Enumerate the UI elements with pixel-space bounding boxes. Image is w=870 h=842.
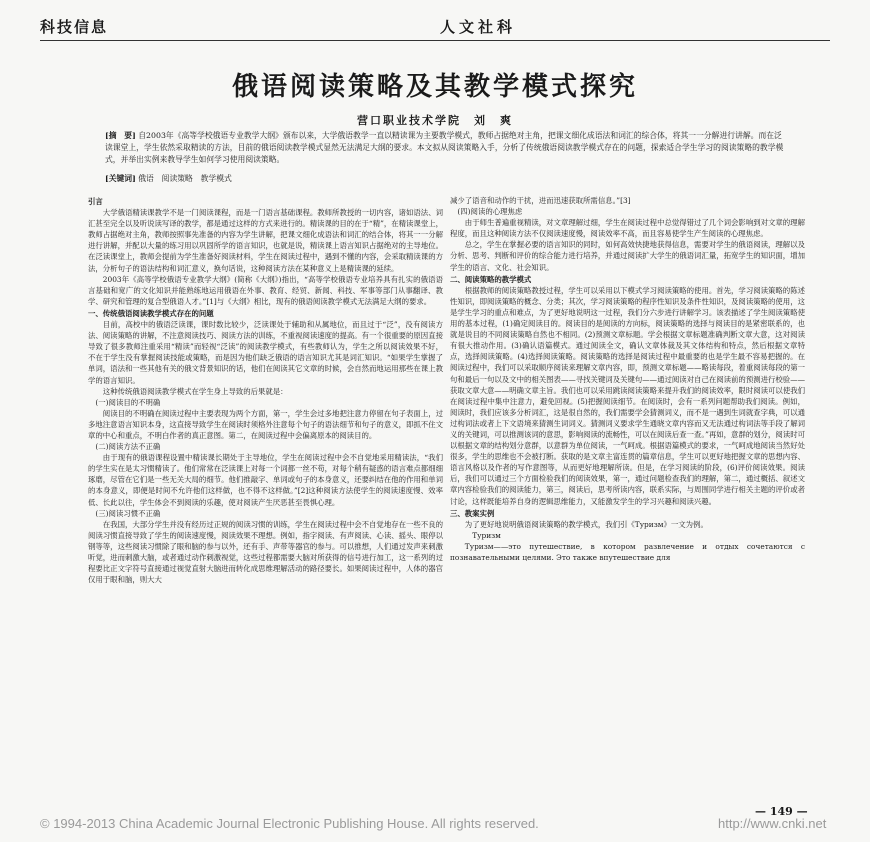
keywords-label: [关键词] (105, 174, 136, 183)
paragraph: 总之，学生在掌握必要的语言知识的同时，如何高效快捷地获得信息，需要对学生的俄语阅读，理解以及分析、思考、判断和评价的综合能力进行培养，并通过阅读扩大学生的俄语词汇量，拓宽学生的知识面，增加学生的语言、文化、社会知识。 (450, 240, 805, 272)
running-header (40, 14, 830, 41)
paragraph: 2003年《高等学校俄语专业教学大纲》(简称《大纲》)指出，“高等学校俄语专业培养具有扎实的俄语语言基础和宽广的文化知识并能熟练地运用俄语在外事、教育、经贸、新闻、科技、军事等部门从事翻译、教学、研究和管理的复合型俄语人才。”[1]与《大纲》相比，现有的俄语阅读教学模式无法满足大纲的要求。 (88, 274, 443, 306)
paragraph: 阅读目的不明确在阅读过程中主要表现为两个方面，第一，学生会过多地把注意力停留在句子表面上，过多地注意语言知识本身，这直接导致学生在阅读时须格外注意每个句子的语法细节和句子的意义，即抓不住文章的中心和重点，不明白作者的真正意图。第二，在阅读过程中会偏离原本的阅读目的。 (88, 408, 443, 440)
section-heading: 三、教案实例 (450, 508, 495, 518)
subsection-heading: (三)阅读习惯不正确 (95, 508, 161, 518)
paragraph: Туризм——это путешествие, в котором развлечение и отдых сочетаются с познавательными целями. Это также впутешествие для (450, 541, 805, 562)
paragraph: 由于师生普遍重视精读，对文章理解过细，学生在阅读过程中总觉得错过了几个词会影响到对文章的理解程度，而且这种阅读方法不仅阅读速度慢，阅读效率不高，而且容易使学生产生阅读的心理焦虑。 (450, 218, 805, 239)
copyright-notice: © 1994-2013 China Academic Journal Electronic Publishing House. All rights reserved. (40, 816, 539, 831)
subsection-heading: (一)阅读目的不明确 (95, 397, 161, 407)
paragraph: 根据教师的阅读策略教授过程，学生可以采用以下模式学习阅读策略的使用。首先，学习阅读策略的陈述性知识，即阅读策略的概念、分类；其次，学习阅读策略的程序性知识及条件性知识，及阅读策略的使用，这是学生学习的重点和难点，为了更好地说明这一过程，我们分六步进行讲解学习。该表描述了学生阅读策略使用的基本过程，(1)确定阅读目的。阅读目的是阅读的方向标，阅读策略的选择与阅读目的是紧密联系的，也就是说目的不同阅读策略自然也不相同。(2)预测文章标题。学会根据文章标题准确判断文章大意，这对阅读有很大推动作用。(3)确认语篇模式。通过阅读全文，确认文章体裁及其文体结构和特点，然后根据文章特点，选择阅读策略。(4)选择阅读策略。阅读策略的选择是阅读过程中最重要的也是学生最不容易把握的。在阅读过程中，我们可以采取顺序阅读来理解文章内容，即，预测文章标题——略读每段，着重阅读每段的第一句和最后一句以及文中的相关图表——寻找关键词及关键句——通过阅读对自己在阅读前的预测进行校验——获取文章大意——明确文章主旨。我们也可以采用跳读阅读策略来提升我们的阅读效率，限时阅读可以使我们在阅读过程中集中注意力，避免回视。(5)把握阅读细节。在阅读时，会有一系列问题帮助我们阅读。例如，阅读时，我们应该多分析词汇，这是很自然的，我们需要学会猜测词义，而不是一遇到生词就查字典，可以通过构词法或者上下文语境来猜测生词词义。猜测词义要求学生通晓文章内容而又无法通过构词法等手段了解词义的关键词，可以推测该词的意思，影响阅读的流畅性，可以在阅读后查一查。”再如，意群的划分，阅读时可以根据文章的结构划分意群，以意群为单位阅读，一气呵成。根据语篇模式的要求，一气呵成地阅读当然好处很多，学生的思维也不会被打断。获取的是文章主富连贯的篇章信息，学生可以更好地把握文章的思想内容、语言风格以及作者的写作意图等，从而更好地理解所读。但是，在学习阅读的阶段，(6)评价阅读效果。阅读后，我们可以通过三个方面检验我们的阅读效果，第一，通过问题检查我们的理解，第二，通过概括、叙述文章内容检验我们的阅读能力，第三，阅读后，思考所读内容，联系实际，与周围同学进行相关主题的评价或者讨论，这样既能培养自身的逻辑思维能力，又能激发学生的学习兴趣和阅读兴趣。 (450, 285, 805, 506)
section-name: 人文社科 (440, 18, 517, 36)
abstract-label: [摘 要] (105, 131, 136, 140)
paragraph: 由于现有的俄语课程设置中精读课长期处于主导地位，学生在阅读过程中会不自觉地采用精读法，“我们的学生实在是太习惯精读了。他们常常在泛读课上对每一个词都一丝不苟，对每个稍有疑惑的语言难点都细细琢磨，尽管在它们是一些无关大局的细节。他们推敲字、单词或句子的本身意义，还要纠结在他的作用和单词的本身意义，即便是时间不允许他们这样做，也不得不这样做。”[2]这种阅读方法使学生的阅读速度慢、效率低、长此以往，学生体会不到阅读的乐趣，使对阅读产生厌恶甚至畏惧心理。 (88, 453, 443, 507)
subsection-heading: (四)阅读的心理焦虑 (457, 207, 523, 217)
footer (40, 816, 840, 831)
section-heading: 二、阅读策略的教学模式 (450, 274, 532, 284)
page-number: — 149 — (755, 805, 808, 818)
section-heading: 引言 (88, 197, 103, 206)
right-column (450, 195, 805, 563)
paragraph: 目前，高校中的俄语泛读课，课时数比较少，泛读课处于辅助和从属地位，而且过于“泛”，没有阅读方法、阅读策略的讲解，不注意阅读技巧、阅读方法的训练，不重视阅读速度的提高。有一个很重要的原因直接导致了很多教师注重采用“精读”而轻视“泛读”的阅读教学模式，有些教师认为，学生之所以阅读效果不好，不在于学生没有掌握阅读技能或策略，而是因为他们缺乏俄语的语言知识尤其是词汇知识。“如果学生掌握了单词，语法和一些其他有关的俄文背景知识的话，他们在阅读其它文章的时候，会自然而地运用那些在课上教学的语言知识。 (88, 320, 443, 385)
left-column (88, 195, 443, 585)
footer-url: http://www.cnki.net (718, 816, 827, 831)
paragraph: 减少了语音和动作的干扰，进而迅速获取所需信息。”[3] (450, 196, 631, 205)
abstract-text: 自2003年《高等学校俄语专业教学大纲》颁布以来，大学俄语教学一直以精读课为主要教学模式，教师占据绝对主角，把课文细化成语法和词汇的综合体，将其一一分解进行讲解。而在泛读课堂上，学生依然采取精读的方法，目前的俄语阅读教学模式显然无法满足大纲的要求。本文拟从阅读策略入手，分析了传统俄语阅读教学模式存在的问题，探索适合学生学习的阅读策略的教学模式，并举出实例来教导学生如何学习使用阅读策略。 (105, 131, 784, 164)
journal-name: 科技信息 (40, 18, 109, 36)
subsection-heading: (二)阅读方法不正确 (95, 442, 161, 452)
abstract (105, 130, 785, 166)
paragraph: 在我国，大部分学生并没有经历过正规的阅读习惯的训练，学生在阅读过程中会不自觉地存在一些不良的阅读习惯直接导致了学生的阅读速度慢，阅读效果不理想。例如，指字阅读、有声阅读、心读、摇头、眼停以钢等等，这些阅读习惯除了眼和脑的参与以外，还有手、声带等器官的参与。可以推想，人们通过发声来刺激听觉，进而刺激大脑，或者通过动作刺激视觉，这些过程都需要大脑对所获得的信号进行加工，这一系列的过程要比正文字符号直接通过视觉直射大脑进而转化成思维理解活动的路径要长。如果阅读过程中，人体的器官仅用于眼和脑，则大大 (88, 519, 443, 585)
paragraph: 为了更好地说明俄语阅读策略的教学模式，我们引《Туризм》一文为例。 (464, 519, 708, 529)
paragraph: 大学俄语精读课教学不是一门阅读课程，而是一门语言基础课程。教师所教授的一切内容，诸如语法、词汇甚至完全以及听说读写译的教学，都是通过这样的方式来进行的。精读课的目的在于“精”，在精读课堂上，教师占据绝对主角，教师按照事先准备的内容为学生讲解，把课文细化成语法和词汇的结合体，将其一一分解进行讲解，并配以大量的练习用以巩固所学的语言知识，也就是说，精读课上语言知识占据绝对的主导地位。在泛读课堂上，教师会提前为学生准备好阅读材料，学生在阅读过程中，遇到不懂的内容，会采取精读课的方法，分析句子的语法结构和词汇意义，换句话说，这种阅读方法在某种意义上是精读课的延续。 (88, 208, 443, 273)
paragraph: 这种传统俄语阅读教学模式在学生身上导致的后果就是： (102, 386, 288, 396)
russian-text-title: Туризм (472, 530, 501, 540)
section-heading: 一、传统俄语阅读教学模式存在的问题 (88, 308, 214, 318)
keywords (105, 173, 785, 185)
article-title: 俄语阅读策略及其教学模式探究 (231, 72, 638, 102)
keywords-text: 俄语 阅读策略 教学模式 (138, 174, 232, 183)
author-line: 营口职业技术学院 刘 爽 (357, 114, 513, 127)
